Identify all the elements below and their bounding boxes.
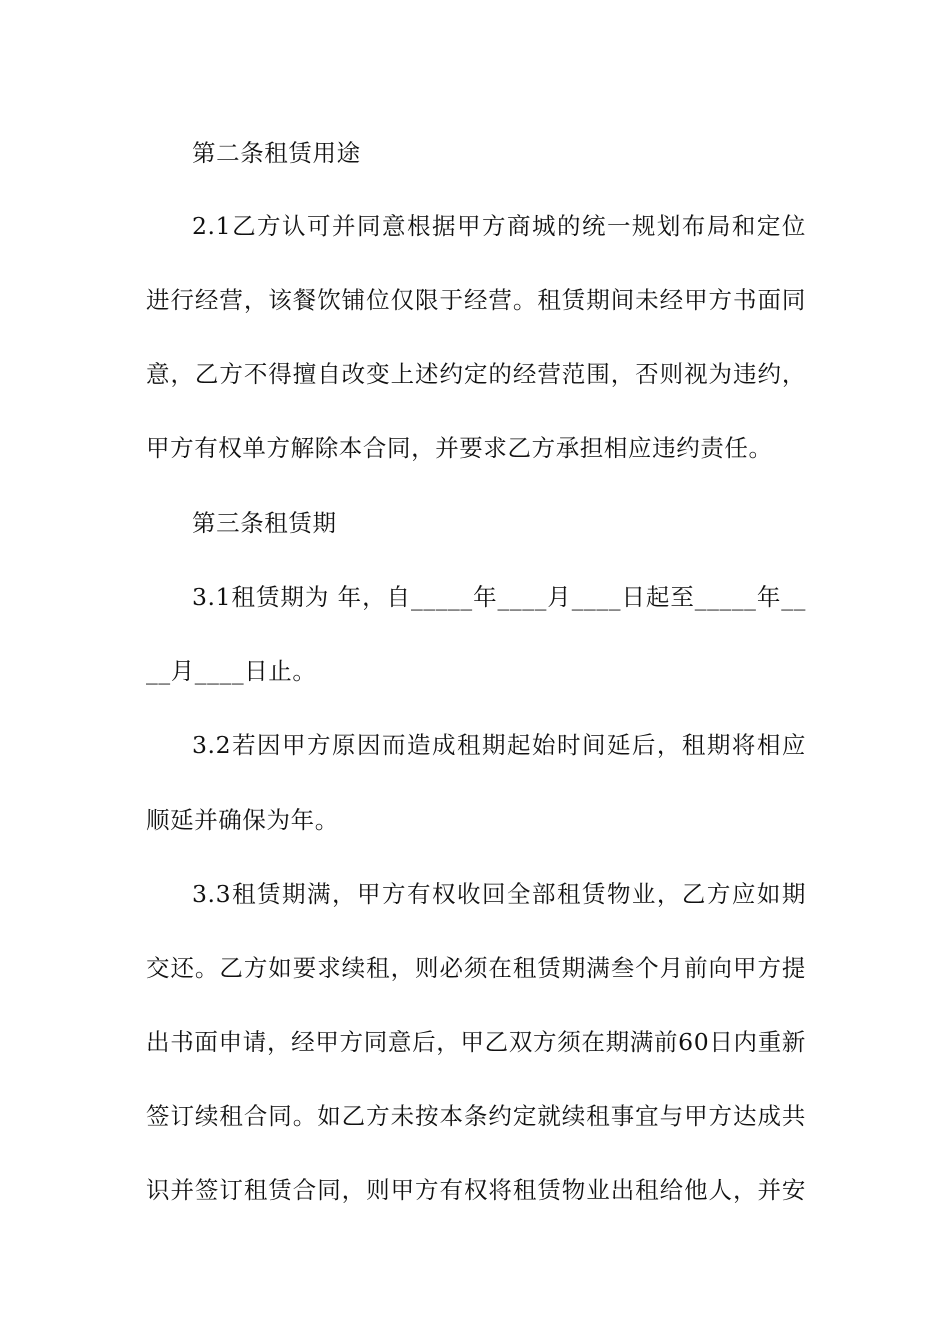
paragraph-line: 甲方有权单方解除本合同，并要求乙方承担相应违约责任。	[146, 434, 773, 462]
paragraph-line: 顺延并确保为年。	[146, 806, 339, 834]
paragraph-line: 交还。乙方如要求续租，则必须在租赁期满叁个月前向甲方提	[146, 954, 806, 982]
paragraph-line: __月____日止。	[146, 657, 317, 685]
paragraph-line: 2.1乙方认可并同意根据甲方商城的统一规划布局和定位	[192, 212, 806, 240]
paragraph-line: 3.3租赁期满，甲方有权收回全部租赁物业，乙方应如期	[192, 880, 806, 908]
paragraph-line: 出书面申请，经甲方同意后，甲乙双方须在期满前60日内重新	[146, 1028, 806, 1056]
paragraph-line: 进行经营，该餐饮铺位仅限于经营。租赁期间未经甲方书面同	[146, 286, 806, 314]
paragraph-line: 意，乙方不得擅自改变上述约定的经营范围，否则视为违约，	[146, 360, 806, 388]
paragraph-line: 3.2若因甲方原因而造成租期起始时间延后，租期将相应	[192, 731, 806, 759]
article-2-heading: 第二条租赁用途	[192, 139, 361, 167]
paragraph-line: 3.1租赁期为 年，自_____年____月____日起至_____年__	[192, 583, 806, 611]
paragraph-line: 签订续租合同。如乙方未按本条约定就续租事宜与甲方达成共	[146, 1102, 806, 1130]
paragraph-line: 识并签订租赁合同，则甲方有权将租赁物业出租给他人，并安	[146, 1176, 806, 1204]
article-3-heading: 第三条租赁期	[192, 509, 337, 537]
